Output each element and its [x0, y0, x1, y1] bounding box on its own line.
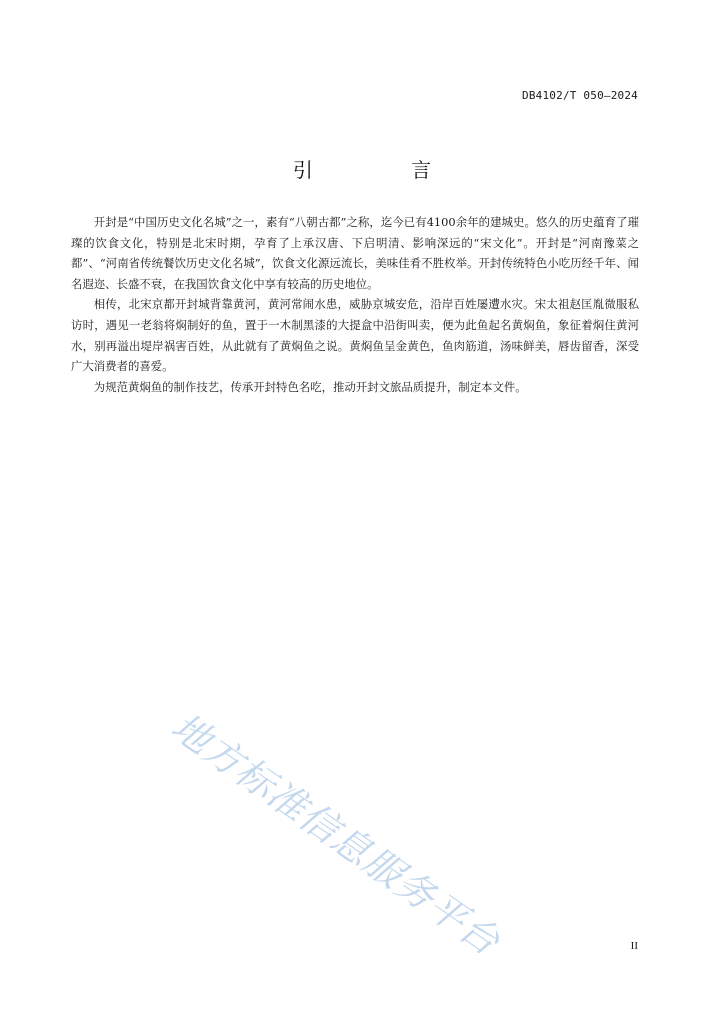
paragraph-2: 相传，北宋京都开封城背靠黄河，黄河常闹水患，威胁京城安危，沿岸百姓屡遭水灾。宋太祖赵匡胤微服私访时，遇见一老翁将焖制好的鱼，置于一木制黑漆的大提盒中沿街叫卖，便为此鱼起名黄焖鱼，象征着焖住黄河水，别再溢出堤岸祸害百姓，从此就有了黄焖鱼之说。黄焖鱼呈金黄色，鱼肉筋道，汤味鲜美，唇齿留香，深受广大消费者的喜爱。	[71, 297, 639, 374]
paragraph-1: 开封是“中国历史文化名城”之一，素有“八朝古都”之称，迄今已有4100余年的建城史。悠久的历史蕴育了璀璨的饮食文化，特别是北宋时期，孕育了上承汉唐、下启明清、影响深远的“宋文化”。开封是“河南豫菜之都”、“河南省传统餐饮历史文化名城”，饮食文化源远流长，美味佳肴不胜枚举。开封传统特色小吃历经千年、闻名遐迩、长盛不衰，在我国饮食文化中享有较高的历史地位。	[71, 215, 639, 291]
watermark: 地方标准信息服务平台	[163, 704, 509, 965]
page-number: II	[630, 940, 638, 952]
page-title: 引 言	[292, 158, 478, 182]
introduction-body	[71, 212, 639, 397]
paragraph-3: 为规范黄焖鱼的制作技艺，传承开封特色名吃，推动开封文旅品质提升，制定本文件。	[93, 379, 527, 394]
standard-code: DB4102/T 050—2024	[522, 89, 638, 102]
